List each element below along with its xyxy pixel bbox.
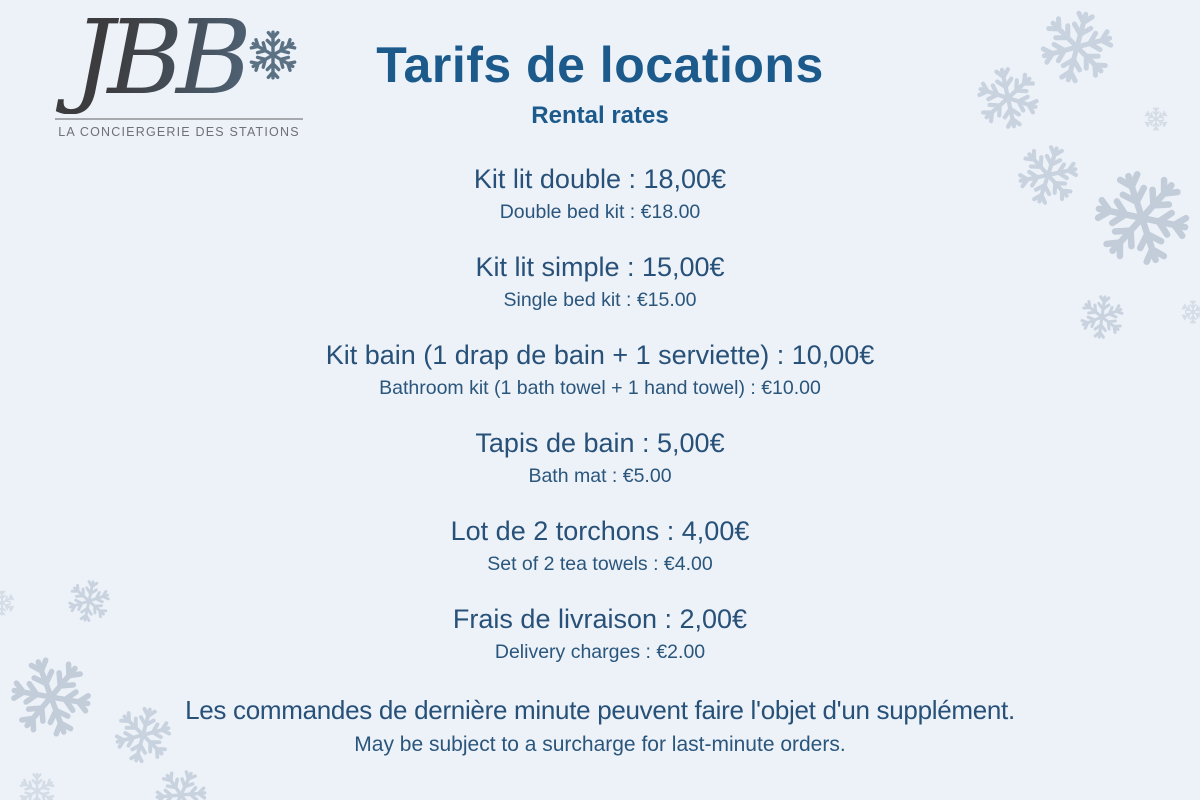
price-item <box>0 338 1200 400</box>
price-item-fr: Kit lit double : 18,00€ <box>473 164 727 194</box>
logo-monogram: JBB <box>50 2 308 114</box>
price-item-fr: Kit bain (1 drap de bain + 1 serviette) : 10,00€ <box>325 340 875 370</box>
price-item-en: Bath mat : €5.00 <box>528 465 672 487</box>
price-item-en: Double bed kit : €18.00 <box>499 201 701 223</box>
price-item <box>0 602 1200 664</box>
surcharge-note-en: May be subject to a surcharge for last-minute orders. <box>354 733 846 756</box>
surcharge-note <box>0 692 1200 757</box>
price-list <box>0 162 1200 690</box>
price-item-en: Set of 2 tea towels : €4.00 <box>487 553 713 575</box>
price-item-fr: Kit lit simple : 15,00€ <box>475 252 725 282</box>
page-title: Tarifs de locations <box>376 37 824 93</box>
page-subtitle: Rental rates <box>531 102 669 129</box>
snowflake-icon <box>17 771 57 800</box>
price-item <box>0 162 1200 224</box>
price-item <box>0 426 1200 488</box>
snowflake-icon <box>144 758 218 800</box>
price-item <box>0 250 1200 312</box>
price-item-fr: Frais de livraison : 2,00€ <box>452 604 748 634</box>
price-item <box>0 514 1200 576</box>
price-item-en: Single bed kit : €15.00 <box>503 289 697 311</box>
price-item-en: Bathroom kit (1 bath towel + 1 hand towel) : €10.00 <box>379 377 821 399</box>
logo-tagline: LA CONCIERGERIE DES STATIONS <box>58 124 300 139</box>
surcharge-note-fr: Les commandes de dernière minute peuvent faire l'objet d'un supplément. <box>185 695 1015 725</box>
price-item-fr: Lot de 2 torchons : 4,00€ <box>450 516 750 546</box>
price-item-fr: Tapis de bain : 5,00€ <box>475 428 725 458</box>
price-item-en: Delivery charges : €2.00 <box>494 641 706 663</box>
